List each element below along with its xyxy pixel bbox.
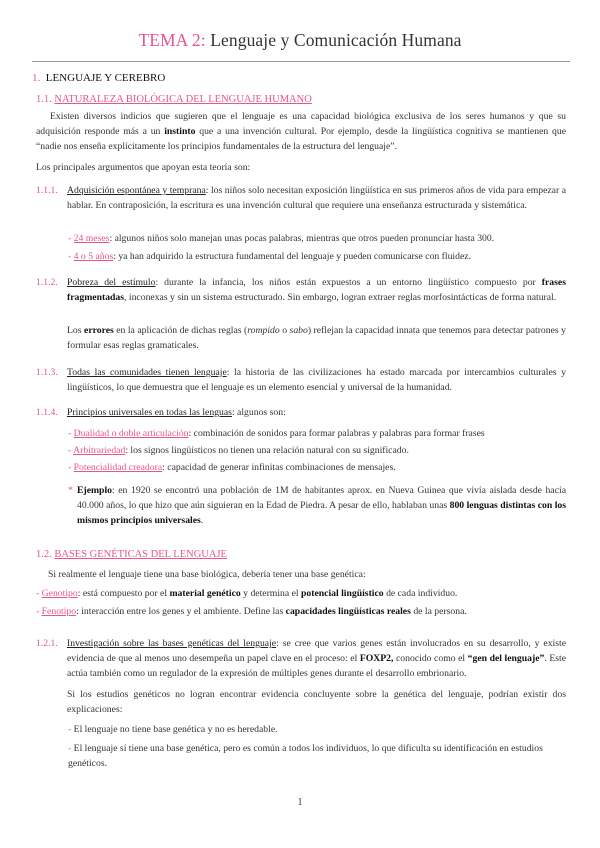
bold-run: FOXP2, xyxy=(359,652,394,664)
section-title: LENGUAJE Y CEREBRO xyxy=(45,72,166,84)
text-run: en la aplicación de dichas reglas ( xyxy=(113,325,248,336)
text-run: : los niños solo necesitan exposición lingüística en sus primeros años de vida para empezar a hablar. En contraposición, la escritura es una invención cultural que requiere una enseñanza estructurada y sistemática. xyxy=(67,185,566,211)
title-tema: TEMA 2: xyxy=(138,30,206,50)
dash-icon: - xyxy=(68,462,74,473)
item-number: 1.1.1. xyxy=(36,185,58,196)
text-run: o xyxy=(279,325,290,336)
text-run: : se cree que varios genes están involucrados en su desarrollo, y existe evidencia de que al menos uno desempeña un papel clave en el proceso: el xyxy=(67,638,566,664)
intro-paragraph xyxy=(36,110,566,154)
text-run: Existen diversos indicios que sugieren que el lenguaje es una capacidad biológica exclusiva de los seres humanos y que su adquisición responde más a un xyxy=(36,111,566,137)
text-run: de la persona. xyxy=(410,606,467,617)
dash-icon: - xyxy=(68,233,74,244)
dash-icon: - xyxy=(68,724,74,735)
bold-run: 800 lenguas distintas con los mismos principios universales xyxy=(77,499,566,526)
section-number: 1. xyxy=(32,72,41,84)
bold-run: “gen del lenguaje” xyxy=(467,652,545,664)
bold-run: potencial lingüístico xyxy=(301,588,384,599)
paragraph-1-1-3 xyxy=(67,366,566,396)
bullet-label: Arbitrariedad xyxy=(73,445,126,456)
bullet-item xyxy=(68,742,566,772)
dash-icon: - xyxy=(68,428,74,439)
text-run: : interacción entre los genes y el ambiente. Define las xyxy=(76,606,286,617)
bullet-label: Genotipo xyxy=(41,588,78,599)
item-label: Pobreza del estímulo xyxy=(67,277,156,288)
paragraph-1-2-1 xyxy=(67,637,566,681)
bold-run: errores xyxy=(84,325,114,336)
subsection-title: NATURALEZA BIOLÓGICA DEL LENGUAJE HUMANO xyxy=(54,94,312,105)
page-number: 1 xyxy=(297,797,303,808)
item-number: 1.1.4. xyxy=(36,407,58,418)
bold-run: Ejemplo xyxy=(77,485,112,496)
item-label: Adquisición espontánea y temprana xyxy=(67,185,206,196)
bullet-label: 24 meses xyxy=(73,233,110,244)
bullet-item xyxy=(68,232,566,247)
subsection-heading-1-2 xyxy=(36,549,227,560)
item-number: 1.2.1. xyxy=(36,638,58,649)
dash-icon: - xyxy=(68,251,74,262)
text-run: : algunos niños solo manejan unas pocas palabras, mientras que otros pueden pronunciar hasta 300. xyxy=(109,233,495,244)
dash-icon: - xyxy=(36,606,42,617)
text-run: : la historia de las civilizaciones ha estado marcada por intercambios culturales y lingüísticos, lo que demuestra que el lenguaje es un elemento esencial y universal de la humanidad. xyxy=(67,367,566,393)
text-run: . Este actúa también como un regulador de la expresión de múltiples genes durante el desarrollo embrionario. xyxy=(67,652,567,679)
text-run: y determina el xyxy=(240,588,302,599)
item-label: Principios universales en todas las lenguas xyxy=(67,407,232,418)
dash-icon: - xyxy=(68,743,74,754)
bullet-label: Potencialidad creadora xyxy=(73,462,163,473)
item-label: Investigación sobre las bases genéticas del lenguaje xyxy=(67,638,277,649)
paragraph-1-1-1 xyxy=(67,184,566,214)
item-label: Todas las comunidades tienen lenguaje xyxy=(67,367,227,378)
text-run: : está compuesto por el xyxy=(77,588,170,599)
subsection-number: 1.1. xyxy=(36,94,52,105)
asterisk-icon: * xyxy=(68,485,73,496)
italic-run: sabo xyxy=(289,325,308,336)
italic-run: rompido xyxy=(247,325,280,336)
arguments-intro: Los principales argumentos que apoyan esta teoría son: xyxy=(36,162,251,173)
text-run: : ya han adquirido la estructura fundamental del lenguaje y pueden comunicarse con fluidez. xyxy=(113,251,471,262)
text-run: conocido como el xyxy=(393,652,468,664)
page-title xyxy=(0,30,600,51)
bullet-label: Fenotipo xyxy=(41,606,77,617)
section-heading-1 xyxy=(32,72,165,84)
text-run: que a una invención cultural. Por ejemplo, desde la lingüística cognitiva se mantienen que “nadie nos enseña explícitamente los principios fundamentales de la estructura del lenguaje”. xyxy=(36,125,566,152)
text-run: : durante la infancia, los niños están expuestos a un entorno lingüístico compuesto por xyxy=(155,277,542,288)
text-run: de cada individuo. xyxy=(383,588,458,599)
text-run: : capacidad de generar infinitas combinaciones de mensajes. xyxy=(162,462,396,473)
bold-run: frases fragmentadas xyxy=(67,277,566,303)
paragraph-1-1-2 xyxy=(67,276,566,306)
genetics-intro: Si realmente el lenguaje tiene una base biológica, debería tener una base genética: xyxy=(48,569,366,580)
text-run: El lenguaje sí tiene una base genética, pero es común a todos los individuos, lo que dificulta su identificación en estudios genéticos. xyxy=(68,743,543,769)
bold-run: instinto xyxy=(164,125,196,137)
paragraph-1-1-4 xyxy=(67,406,566,421)
text-run: . xyxy=(200,514,204,526)
text-run: El lenguaje no tiene base genética y no es heredable. xyxy=(73,724,278,735)
paragraph-1-1-2-errors xyxy=(67,324,566,354)
genotype-item xyxy=(36,587,566,602)
bullet-label: Dualidad o doble articulación xyxy=(73,428,189,439)
bullet-item xyxy=(68,444,566,459)
bullet-item xyxy=(68,250,566,265)
bold-run: capacidades lingüísticas reales xyxy=(285,606,411,617)
example-paragraph xyxy=(77,484,566,528)
text-run: : en 1920 se encontró una población de 1M de habitantes aprox. en Nueva Guinea que vivía aislada desde hacía 40.000 años, lo que hizo que aún siguieran en la Edad de Piedra. A pesar de ello, hablaban unas xyxy=(77,485,566,511)
subsection-number: 1.2. xyxy=(36,549,52,560)
bullet-item xyxy=(68,723,566,738)
subsection-title: BASES GENÉTICAS DEL LENGUAJE xyxy=(54,549,227,560)
paragraph-1-2-1-explanations: Si los estudios genéticos no logran encontrar evidencia concluyente sobre la genética del lenguaje, podrían existir dos explicaciones: xyxy=(67,689,566,715)
subsection-heading-1-1 xyxy=(36,94,312,105)
text-run: Los xyxy=(67,325,85,336)
text-run: : algunos son: xyxy=(231,407,286,418)
title-text: Lenguaje y Comunicación Humana xyxy=(205,30,462,50)
text-run: : los signos lingüísticos no tienen una relación natural con su significado. xyxy=(125,445,409,456)
dash-icon: - xyxy=(68,445,74,456)
bullet-label: 4 o 5 años xyxy=(73,251,114,262)
bullet-item xyxy=(68,461,566,476)
item-number: 1.1.3. xyxy=(36,367,58,378)
text-run: ) reflejan la capacidad innata que tenemos para detectar patrones y formular esas reglas gramaticales. xyxy=(67,325,567,351)
item-number: 1.1.2. xyxy=(36,277,58,288)
text-run: : combinación de sonidos para formar palabras y palabras para formar frases xyxy=(188,428,485,439)
dash-icon: - xyxy=(36,588,42,599)
title-divider xyxy=(32,61,570,62)
phenotype-item xyxy=(36,605,566,620)
bold-run: material genético xyxy=(169,588,241,599)
text-run: , inconexas y sin un sistema estructurado. Sin embargo, logran extraer reglas morfosintácticas de forma natural. xyxy=(124,291,557,303)
bullet-item xyxy=(68,427,566,442)
